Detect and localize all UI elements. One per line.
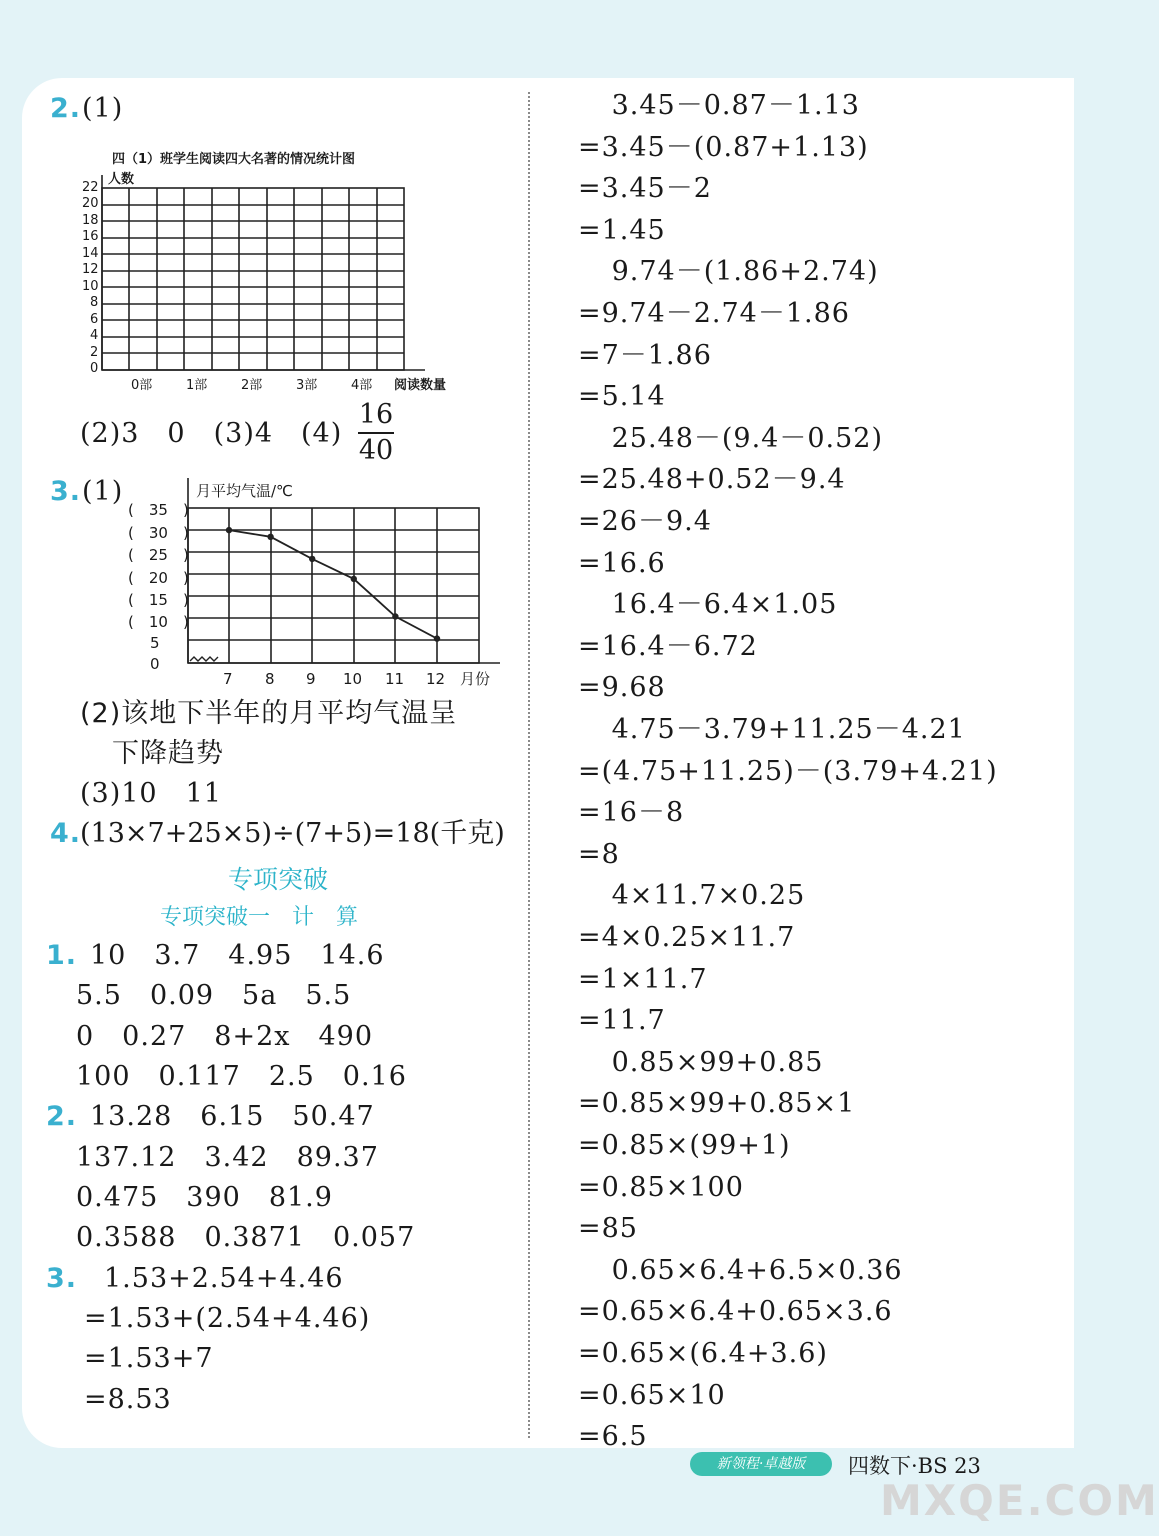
chart1-ylabel: 人数: [108, 172, 135, 187]
temperature-series-line: [229, 530, 437, 639]
page-footer: 四数下·BS 23: [848, 1454, 981, 1478]
q3-line2a: (2)该地下半年的月平均气温呈: [80, 698, 458, 729]
chart2-ylabel: 月平均气温/℃: [196, 482, 293, 500]
chart1-xtick: 4部: [351, 378, 373, 393]
chart2-ytick: ( 35 ): [128, 501, 189, 519]
q2-line2: (2)3 0 (3)4 (4): [80, 418, 343, 449]
calc-line: =9.74－2.74－1.86: [578, 298, 850, 329]
calc-line: 4.75－3.79+11.25－4.21: [602, 714, 966, 745]
chart1-xlabel: 阅读数量: [394, 378, 447, 393]
chart2-xtick: 7: [223, 670, 233, 688]
calc-line: =5.14: [578, 381, 666, 413]
temperature-point: [309, 556, 315, 562]
p1-row: 10 3.7 4.95 14.6: [90, 940, 385, 971]
chart2-xtick: 10: [343, 670, 363, 688]
subsection-heading: 专项突破一 计 算: [160, 905, 359, 930]
p1-row: 100 0.117 2.5 0.16: [76, 1061, 407, 1092]
chart2-ytick: ( 15 ): [128, 591, 189, 609]
chart2-xtick: 11: [385, 670, 405, 688]
chart1-xtick: 1部: [186, 378, 208, 393]
chart1-ytick: 20: [82, 196, 99, 211]
calc-line: =0.85×(99+1): [578, 1130, 791, 1161]
calc-line: 9.74－(1.86+2.74): [602, 256, 879, 288]
chart1-ytick: 10: [82, 279, 99, 294]
calc-line: =8: [578, 838, 620, 870]
section-heading: 专项突破: [228, 865, 329, 894]
calc-line: =(4.75+11.25)－(3.79+4.21): [578, 755, 998, 787]
calc-line: 0.85×99+0.85: [602, 1046, 824, 1078]
p1-number: 1.: [46, 940, 78, 971]
fraction-denominator: 40: [358, 435, 394, 466]
p1-row: 5.5 0.09 5a 5.5: [76, 980, 352, 1011]
calc-line: =25.48+0.52－9.4: [578, 464, 846, 496]
temperature-point: [392, 613, 398, 619]
temperature-point: [267, 534, 273, 540]
q3-number: 3.: [50, 476, 82, 507]
calc-line: =16－8: [578, 797, 685, 829]
calc-line: =0.65×6.4+0.65×3.6: [578, 1296, 893, 1328]
calc-line: =6.5: [578, 1421, 648, 1453]
p2-row: 0.475 390 81.9: [76, 1182, 333, 1213]
q4-number: 4.: [50, 818, 82, 849]
temperature-point: [434, 635, 440, 641]
chart1-ytick: 22: [82, 180, 99, 195]
chart1-ytick: 6: [90, 312, 99, 327]
chart1-ytick: 16: [82, 229, 99, 244]
chart1-title: 四（1）班学生阅读四大名著的情况统计图: [112, 152, 356, 167]
q2-part1: (1): [82, 93, 124, 124]
q4-text: (13×7+25×5)÷(7+5)=18(千克): [80, 818, 505, 849]
calc-line: 4×11.7×0.25: [602, 880, 806, 912]
p3-row: =1.53+(2.54+4.46): [84, 1303, 371, 1334]
chart2-ytick: ( 25 ): [128, 546, 189, 564]
brand-badge: 新领程·卓越版: [690, 1452, 832, 1476]
chart1-ytick: 18: [82, 213, 99, 228]
p2-row: 13.28 6.15 50.47: [90, 1101, 375, 1132]
chart1-xtick: 3部: [296, 378, 318, 393]
chart2-xlabel: 月份: [460, 670, 491, 688]
chart1-ytick: 2: [90, 345, 99, 360]
q2-number: 2.: [50, 93, 82, 124]
chart1-xtick: 2部: [241, 378, 263, 393]
chart1-xtick: 0部: [131, 378, 153, 393]
calc-line: =3.45－2: [578, 173, 712, 205]
p1-row: 0 0.27 8+2x 490: [76, 1021, 374, 1052]
chart2-xtick: 9: [306, 670, 316, 688]
p2-row: 137.12 3.42 89.37: [76, 1142, 379, 1173]
chart2-ytick: ( 30 ): [128, 524, 189, 542]
chart1-ytick: 4: [90, 328, 99, 343]
q3-line2b: 下降趋势: [112, 738, 224, 769]
chart1-ytick: 12: [82, 262, 99, 277]
p3-row: 1.53+2.54+4.46: [104, 1263, 344, 1294]
chart2-xtick: 8: [265, 670, 275, 688]
p3-row: =8.53: [84, 1384, 172, 1415]
calc-line: =85: [578, 1213, 638, 1245]
chart2-ytick: 5: [150, 634, 160, 652]
q3-part1: (1): [82, 476, 124, 507]
temperature-series-points: [226, 527, 440, 642]
watermark: MXQE.COM: [880, 1476, 1159, 1525]
calc-line: =26－9.4: [578, 506, 712, 537]
chart1-ytick: 0: [90, 361, 99, 376]
chart2-ytick: ( 10 ): [128, 613, 189, 631]
calc-line: =0.85×100: [578, 1171, 744, 1203]
calc-line: =7－1.86: [578, 339, 712, 371]
temperature-point: [226, 527, 232, 533]
calc-line: 0.65×6.4+6.5×0.36: [602, 1254, 903, 1286]
p2-number: 2.: [46, 1101, 78, 1132]
calc-line: =16.4－6.72: [578, 630, 758, 662]
calc-line: =16.6: [578, 547, 666, 579]
calc-line: =9.68: [578, 672, 666, 704]
calc-line: 25.48－(9.4－0.52): [602, 422, 884, 454]
calc-line: =3.45－(0.87+1.13): [578, 131, 869, 163]
calc-line: =0.65×(6.4+3.6): [578, 1338, 828, 1369]
chart2-ytick: 0: [150, 655, 160, 673]
calc-line: 16.4－6.4×1.05: [602, 589, 838, 621]
calc-line: =1×11.7: [578, 963, 708, 995]
calc-line: =0.65×10: [578, 1379, 726, 1411]
calc-line: =1.45: [578, 214, 666, 246]
p2-row: 0.3588 0.3871 0.057: [76, 1222, 416, 1253]
chart2-xtick: 12: [426, 670, 446, 688]
chart1-ytick: 8: [90, 295, 99, 310]
p3-row: =1.53+7: [84, 1343, 214, 1374]
calc-line: =0.85×99+0.85×1: [578, 1088, 856, 1120]
temperature-point: [351, 576, 357, 582]
p3-number: 3.: [46, 1263, 78, 1294]
calc-line: =11.7: [578, 1005, 666, 1037]
calc-line: =4×0.25×11.7: [578, 922, 796, 953]
calc-line: 3.45－0.87－1.13: [602, 90, 860, 121]
chart1-ytick: 14: [82, 246, 99, 261]
chart2-ytick: ( 20 ): [128, 569, 189, 587]
q3-line3: (3)10 11: [80, 778, 222, 809]
fraction-numerator: 16: [358, 399, 394, 430]
